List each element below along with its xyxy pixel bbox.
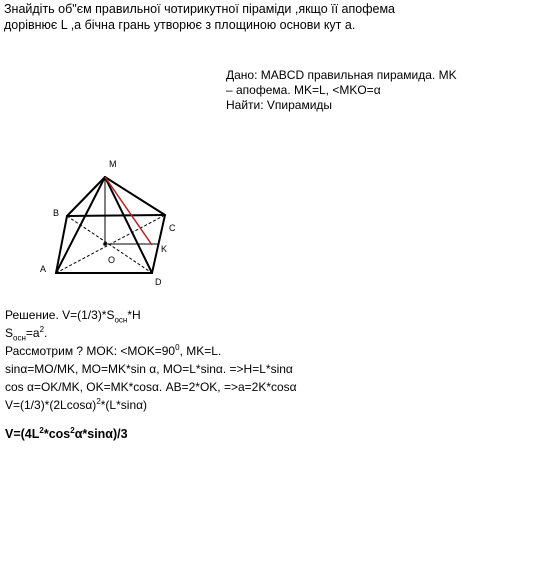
edge-ab <box>56 216 67 273</box>
label-d: D <box>155 277 162 287</box>
edge-bc <box>67 215 165 216</box>
problem-line-1: Знайдіть об"єм правильної чотирикутної піраміди ,якщо її апофема <box>4 2 396 16</box>
label-b: B <box>53 208 60 218</box>
solution-line-6: $V=(1/3)*(2Lcos\alpha)^2*(L*\sin\alpha)$ <box>5 397 148 412</box>
final-answer: $V=(4L^2*\cos^2\alpha*\sin\alpha)/3$ <box>5 425 128 441</box>
solution-line-3: Рассмотрим ? MOK: $<MOK=90^0$, MK=L. <box>5 343 222 358</box>
solution-line-4: sinα=MO/MK, MO=MK*sin α, MO=L*sinα. =>H=L*sinα <box>5 362 293 376</box>
problem-line-2: дорівнює L ,а бічна грань утворює з площиною основи кут а. <box>4 18 356 32</box>
solution-line-1: Решение. $V=(1/3)*S_{осн}*H$ <box>5 308 141 325</box>
label-c: C <box>169 223 176 233</box>
label-a: A <box>40 264 47 274</box>
label-k: K <box>161 244 168 254</box>
point-o <box>103 242 107 246</box>
given-line-2: – апофема. MK=L, <MKO=α <box>226 83 381 97</box>
solution-block <box>5 306 297 414</box>
solution-line-2: $S_{осн}=a^2$. <box>5 325 48 343</box>
edge-mb <box>67 177 105 216</box>
solution-line-5: cos α=OK/MK, OK=MK*cosα. AB=2*OK, =>a=2K*cosα <box>5 380 297 394</box>
given-line-3: Найти: Vпирамиды <box>226 98 333 112</box>
given-line-1: Дано: MABCD правильная пирамида. MK <box>226 68 457 82</box>
label-o: O <box>108 255 116 265</box>
label-m: M <box>109 159 117 169</box>
